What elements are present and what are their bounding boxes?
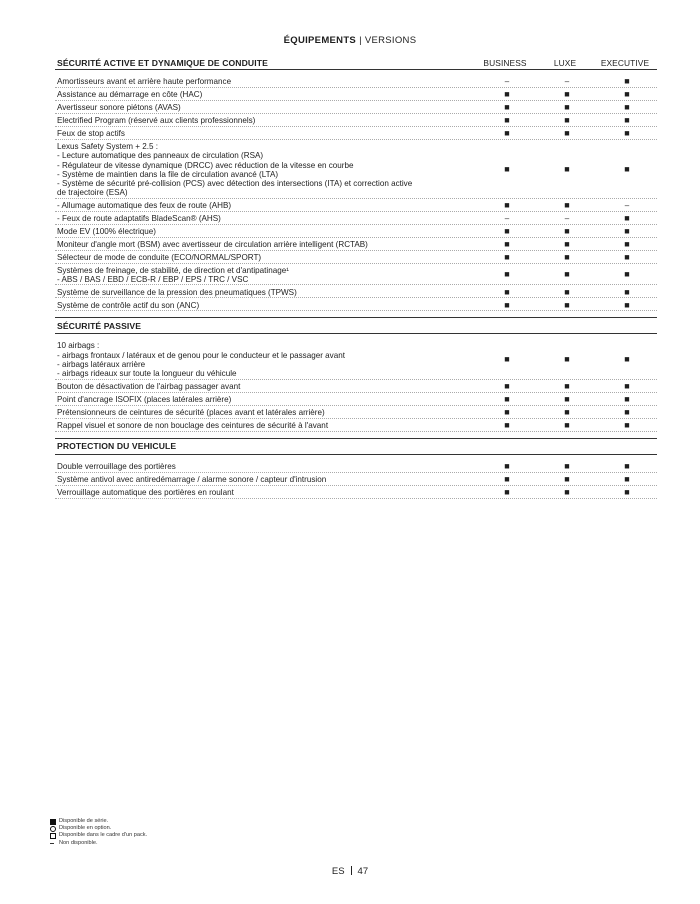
table-row bbox=[55, 486, 657, 499]
legend-item bbox=[50, 840, 147, 847]
section-title: SÉCURITÉ PASSIVE bbox=[57, 320, 142, 331]
feature-label: Système de contrôle actif du son (ANC) bbox=[57, 300, 200, 310]
availability-cell bbox=[597, 488, 657, 497]
table-row bbox=[55, 285, 657, 298]
availability-cell bbox=[597, 240, 657, 249]
square-icon bbox=[50, 819, 56, 825]
standard-mark: ■ bbox=[564, 354, 570, 365]
feature-label: Système antivol avec antiredémarrage / alarme sonore / capteur d'intrusion bbox=[57, 474, 327, 484]
availability-cell bbox=[477, 253, 537, 262]
rows bbox=[55, 460, 657, 499]
availability-cell bbox=[537, 77, 597, 86]
feature-label: Système de surveillance de la pression des pneumatiques (TPWS) bbox=[57, 287, 297, 297]
availability-cell bbox=[477, 129, 537, 138]
availability-cell bbox=[477, 201, 537, 210]
standard-mark: ■ bbox=[564, 102, 570, 113]
table-row bbox=[55, 473, 657, 486]
standard-mark: ■ bbox=[564, 128, 570, 139]
standard-mark: ■ bbox=[564, 115, 570, 126]
table-row bbox=[55, 127, 657, 140]
availability-cell bbox=[477, 116, 537, 125]
availability-cell bbox=[537, 421, 597, 430]
legend bbox=[50, 818, 147, 847]
column-header: EXECUTIVE bbox=[600, 57, 650, 68]
standard-mark: ■ bbox=[504, 164, 510, 175]
feature-label: Systèmes de freinage, de stabilité, de direction et d'antipatinage¹ - ABS / BAS / EBD / ECB-R / EBP / EPS / TRC / VSC bbox=[57, 265, 289, 285]
rows bbox=[55, 339, 657, 431]
availability-cell bbox=[537, 301, 597, 310]
table-row bbox=[55, 140, 657, 199]
feature-label: Mode EV (100% électrique) bbox=[57, 227, 156, 237]
standard-mark: ■ bbox=[504, 406, 510, 417]
standard-mark: ■ bbox=[504, 269, 510, 280]
availability-cell bbox=[537, 201, 597, 210]
feature-label: Verrouillage automatique des portières en roulant bbox=[57, 487, 234, 497]
availability-cell bbox=[477, 462, 537, 471]
table-row bbox=[55, 225, 657, 238]
not-available-mark: – bbox=[564, 77, 570, 87]
feature-label: Amortisseurs avant et arrière haute performance bbox=[57, 77, 232, 87]
availability-cell bbox=[597, 382, 657, 391]
feature-label: Sélecteur de mode de conduite (ECO/NORMAL/SPORT) bbox=[57, 253, 262, 263]
table-row bbox=[55, 460, 657, 473]
availability-cell bbox=[597, 462, 657, 471]
availability-cell bbox=[597, 301, 657, 310]
legend-text: Disponible dans le cadre d'un pack. bbox=[59, 832, 148, 839]
section bbox=[55, 56, 657, 311]
section-header bbox=[55, 56, 657, 70]
table-row bbox=[55, 75, 657, 88]
feature-label: Point d'ancrage ISOFIX (places latérales arrière) bbox=[57, 394, 232, 404]
footer-divider bbox=[351, 866, 352, 875]
feature-label: - Feux de route adaptatifs BladeScan® (AHS) bbox=[57, 214, 221, 224]
standard-mark: ■ bbox=[564, 460, 570, 471]
standard-mark: ■ bbox=[504, 473, 510, 484]
availability-cell bbox=[597, 201, 657, 210]
rows bbox=[55, 75, 657, 311]
standard-mark: ■ bbox=[624, 239, 630, 250]
header-subtitle: VERSIONS bbox=[364, 35, 417, 46]
standard-mark: ■ bbox=[624, 299, 630, 310]
standard-mark: ■ bbox=[624, 213, 630, 224]
feature-label: Rappel visuel et sonore de non bouclage des ceintures de sécurité à l'avant bbox=[57, 420, 329, 430]
availability-cell bbox=[597, 421, 657, 430]
standard-mark: ■ bbox=[624, 486, 630, 497]
header-title: ÉQUIPEMENTS bbox=[283, 35, 357, 46]
availability-cell bbox=[537, 288, 597, 297]
standard-mark: ■ bbox=[504, 128, 510, 139]
section-title: PROTECTION DU VEHICULE bbox=[57, 441, 177, 452]
availability-cell bbox=[477, 355, 537, 364]
dash-icon bbox=[50, 843, 54, 844]
feature-label: Double verrouillage des portières bbox=[57, 461, 176, 471]
availability-cell bbox=[537, 355, 597, 364]
availability-cell bbox=[537, 475, 597, 484]
legend-item bbox=[50, 832, 147, 839]
header-separator: | bbox=[359, 35, 362, 46]
table-row bbox=[55, 199, 657, 212]
feature-label: Feux de stop actifs bbox=[57, 129, 125, 139]
column-header: LUXE bbox=[553, 57, 577, 68]
availability-cell bbox=[477, 408, 537, 417]
standard-mark: ■ bbox=[564, 226, 570, 237]
standard-mark: ■ bbox=[624, 226, 630, 237]
feature-label: Moniteur d'angle mort (BSM) avec avertisseur de circulation arrière intelligent (RCTAB) bbox=[57, 240, 368, 250]
availability-cell bbox=[597, 77, 657, 86]
section-header bbox=[55, 438, 657, 455]
availability-cell bbox=[477, 90, 537, 99]
table-row bbox=[55, 264, 657, 286]
table-row bbox=[55, 298, 657, 311]
table-row bbox=[55, 393, 657, 406]
availability-cell bbox=[477, 475, 537, 484]
feature-label: - Allumage automatique des feux de route (AHB) bbox=[57, 201, 232, 211]
availability-cell bbox=[477, 301, 537, 310]
standard-mark: ■ bbox=[504, 419, 510, 430]
availability-cell bbox=[477, 227, 537, 236]
footer-model: ES bbox=[331, 866, 345, 877]
feature-label: Prétensionneurs de ceintures de sécurité (places avant et latérales arrière) bbox=[57, 407, 325, 417]
legend-text: Non disponible. bbox=[59, 839, 98, 846]
availability-cell bbox=[597, 129, 657, 138]
table-row bbox=[55, 380, 657, 393]
standard-mark: ■ bbox=[624, 76, 630, 87]
standard-mark: ■ bbox=[624, 354, 630, 365]
standard-mark: ■ bbox=[624, 393, 630, 404]
availability-cell bbox=[477, 214, 537, 223]
availability-cell bbox=[597, 227, 657, 236]
availability-cell bbox=[597, 116, 657, 125]
feature-label: Electrified Program (réservé aux clients professionnels) bbox=[57, 116, 256, 126]
standard-mark: ■ bbox=[564, 286, 570, 297]
availability-cell bbox=[597, 408, 657, 417]
standard-mark: ■ bbox=[564, 299, 570, 310]
availability-cell bbox=[597, 90, 657, 99]
standard-mark: ■ bbox=[504, 286, 510, 297]
standard-mark: ■ bbox=[624, 164, 630, 175]
standard-mark: ■ bbox=[624, 252, 630, 263]
availability-cell bbox=[597, 288, 657, 297]
availability-cell bbox=[537, 462, 597, 471]
not-available-mark: – bbox=[504, 77, 510, 87]
section bbox=[55, 438, 657, 499]
availability-cell bbox=[537, 382, 597, 391]
availability-cell bbox=[477, 382, 537, 391]
standard-mark: ■ bbox=[504, 486, 510, 497]
box-icon bbox=[50, 833, 56, 839]
standard-mark: ■ bbox=[624, 102, 630, 113]
not-available-mark: – bbox=[564, 214, 570, 224]
standard-mark: ■ bbox=[624, 269, 630, 280]
standard-mark: ■ bbox=[564, 89, 570, 100]
page-header bbox=[0, 35, 700, 46]
standard-mark: ■ bbox=[504, 226, 510, 237]
availability-cell bbox=[477, 395, 537, 404]
table-row bbox=[55, 101, 657, 114]
standard-mark: ■ bbox=[624, 460, 630, 471]
standard-mark: ■ bbox=[504, 252, 510, 263]
standard-mark: ■ bbox=[564, 419, 570, 430]
standard-mark: ■ bbox=[564, 380, 570, 391]
availability-cell bbox=[537, 165, 597, 174]
availability-cell bbox=[537, 408, 597, 417]
legend-text: Disponible en option. bbox=[59, 825, 112, 832]
availability-cell bbox=[537, 240, 597, 249]
table-row bbox=[55, 419, 657, 432]
availability-cell bbox=[597, 270, 657, 279]
table-row bbox=[55, 339, 657, 379]
availability-cell bbox=[537, 488, 597, 497]
standard-mark: ■ bbox=[624, 380, 630, 391]
section bbox=[55, 317, 657, 431]
standard-mark: ■ bbox=[564, 269, 570, 280]
availability-cell bbox=[537, 227, 597, 236]
standard-mark: ■ bbox=[504, 460, 510, 471]
equipment-table bbox=[55, 56, 657, 504]
standard-mark: ■ bbox=[564, 486, 570, 497]
standard-mark: ■ bbox=[504, 239, 510, 250]
availability-cell bbox=[477, 103, 537, 112]
standard-mark: ■ bbox=[564, 393, 570, 404]
section-header bbox=[55, 317, 657, 334]
standard-mark: ■ bbox=[504, 89, 510, 100]
availability-cell bbox=[537, 270, 597, 279]
table-row bbox=[55, 238, 657, 251]
availability-cell bbox=[597, 165, 657, 174]
legend-item bbox=[50, 825, 147, 832]
availability-cell bbox=[597, 475, 657, 484]
availability-cell bbox=[597, 355, 657, 364]
standard-mark: ■ bbox=[564, 473, 570, 484]
availability-cell bbox=[537, 103, 597, 112]
table-row bbox=[55, 251, 657, 264]
availability-cell bbox=[477, 240, 537, 249]
table-row bbox=[55, 212, 657, 225]
standard-mark: ■ bbox=[504, 393, 510, 404]
availability-cell bbox=[537, 253, 597, 262]
table-row bbox=[55, 88, 657, 101]
availability-cell bbox=[477, 488, 537, 497]
section-title: SÉCURITÉ ACTIVE ET DYNAMIQUE DE CONDUITE bbox=[57, 57, 268, 68]
availability-cell bbox=[537, 129, 597, 138]
table-row bbox=[55, 114, 657, 127]
not-available-mark: – bbox=[624, 201, 630, 211]
standard-mark: ■ bbox=[564, 164, 570, 175]
standard-mark: ■ bbox=[624, 128, 630, 139]
availability-cell bbox=[537, 90, 597, 99]
availability-cell bbox=[477, 270, 537, 279]
standard-mark: ■ bbox=[504, 102, 510, 113]
legend-item bbox=[50, 818, 147, 825]
feature-label: Lexus Safety System + 2.5 : - Lecture automatique des panneaux de circulation (RSA) - Régulateur de vitesse dynamique (DRCC) avec réduction de la vitesse en courbe - Système de maintien dans la file de circulation avancé (LTA) - Système de sécurité pré-collision (PCS) avec détection des intersections (ITA) et correction active de trajectoire (ESA) bbox=[57, 142, 413, 198]
table-row bbox=[55, 406, 657, 419]
circle-icon bbox=[50, 826, 56, 832]
feature-label: Assistance au démarrage en côte (HAC) bbox=[57, 90, 203, 100]
standard-mark: ■ bbox=[504, 115, 510, 126]
standard-mark: ■ bbox=[504, 380, 510, 391]
not-available-mark: – bbox=[504, 214, 510, 224]
availability-cell bbox=[537, 214, 597, 223]
standard-mark: ■ bbox=[624, 406, 630, 417]
standard-mark: ■ bbox=[624, 419, 630, 430]
availability-cell bbox=[597, 253, 657, 262]
standard-mark: ■ bbox=[624, 286, 630, 297]
availability-cell bbox=[597, 103, 657, 112]
standard-mark: ■ bbox=[564, 239, 570, 250]
availability-cell bbox=[597, 214, 657, 223]
page-footer bbox=[0, 866, 700, 877]
page-number: 47 bbox=[357, 866, 369, 877]
standard-mark: ■ bbox=[624, 473, 630, 484]
standard-mark: ■ bbox=[564, 200, 570, 211]
feature-label: Avertisseur sonore piétons (AVAS) bbox=[57, 103, 181, 113]
feature-label: Bouton de désactivation de l'airbag passager avant bbox=[57, 381, 241, 391]
availability-cell bbox=[537, 395, 597, 404]
availability-cell bbox=[597, 395, 657, 404]
standard-mark: ■ bbox=[504, 299, 510, 310]
standard-mark: ■ bbox=[564, 406, 570, 417]
standard-mark: ■ bbox=[624, 89, 630, 100]
standard-mark: ■ bbox=[624, 115, 630, 126]
availability-cell bbox=[477, 165, 537, 174]
availability-cell bbox=[537, 116, 597, 125]
standard-mark: ■ bbox=[504, 354, 510, 365]
standard-mark: ■ bbox=[564, 252, 570, 263]
standard-mark: ■ bbox=[504, 200, 510, 211]
feature-label: 10 airbags : - airbags frontaux / latéraux et de genou pour le conducteur et le passager avant - airbags latéraux arrière - airbags rideaux sur toute la longueur du véhicule bbox=[57, 341, 345, 379]
availability-cell bbox=[477, 288, 537, 297]
column-header: BUSINESS bbox=[483, 57, 527, 68]
availability-cell bbox=[477, 421, 537, 430]
legend-text: Disponible de série. bbox=[59, 818, 109, 824]
availability-cell bbox=[477, 77, 537, 86]
